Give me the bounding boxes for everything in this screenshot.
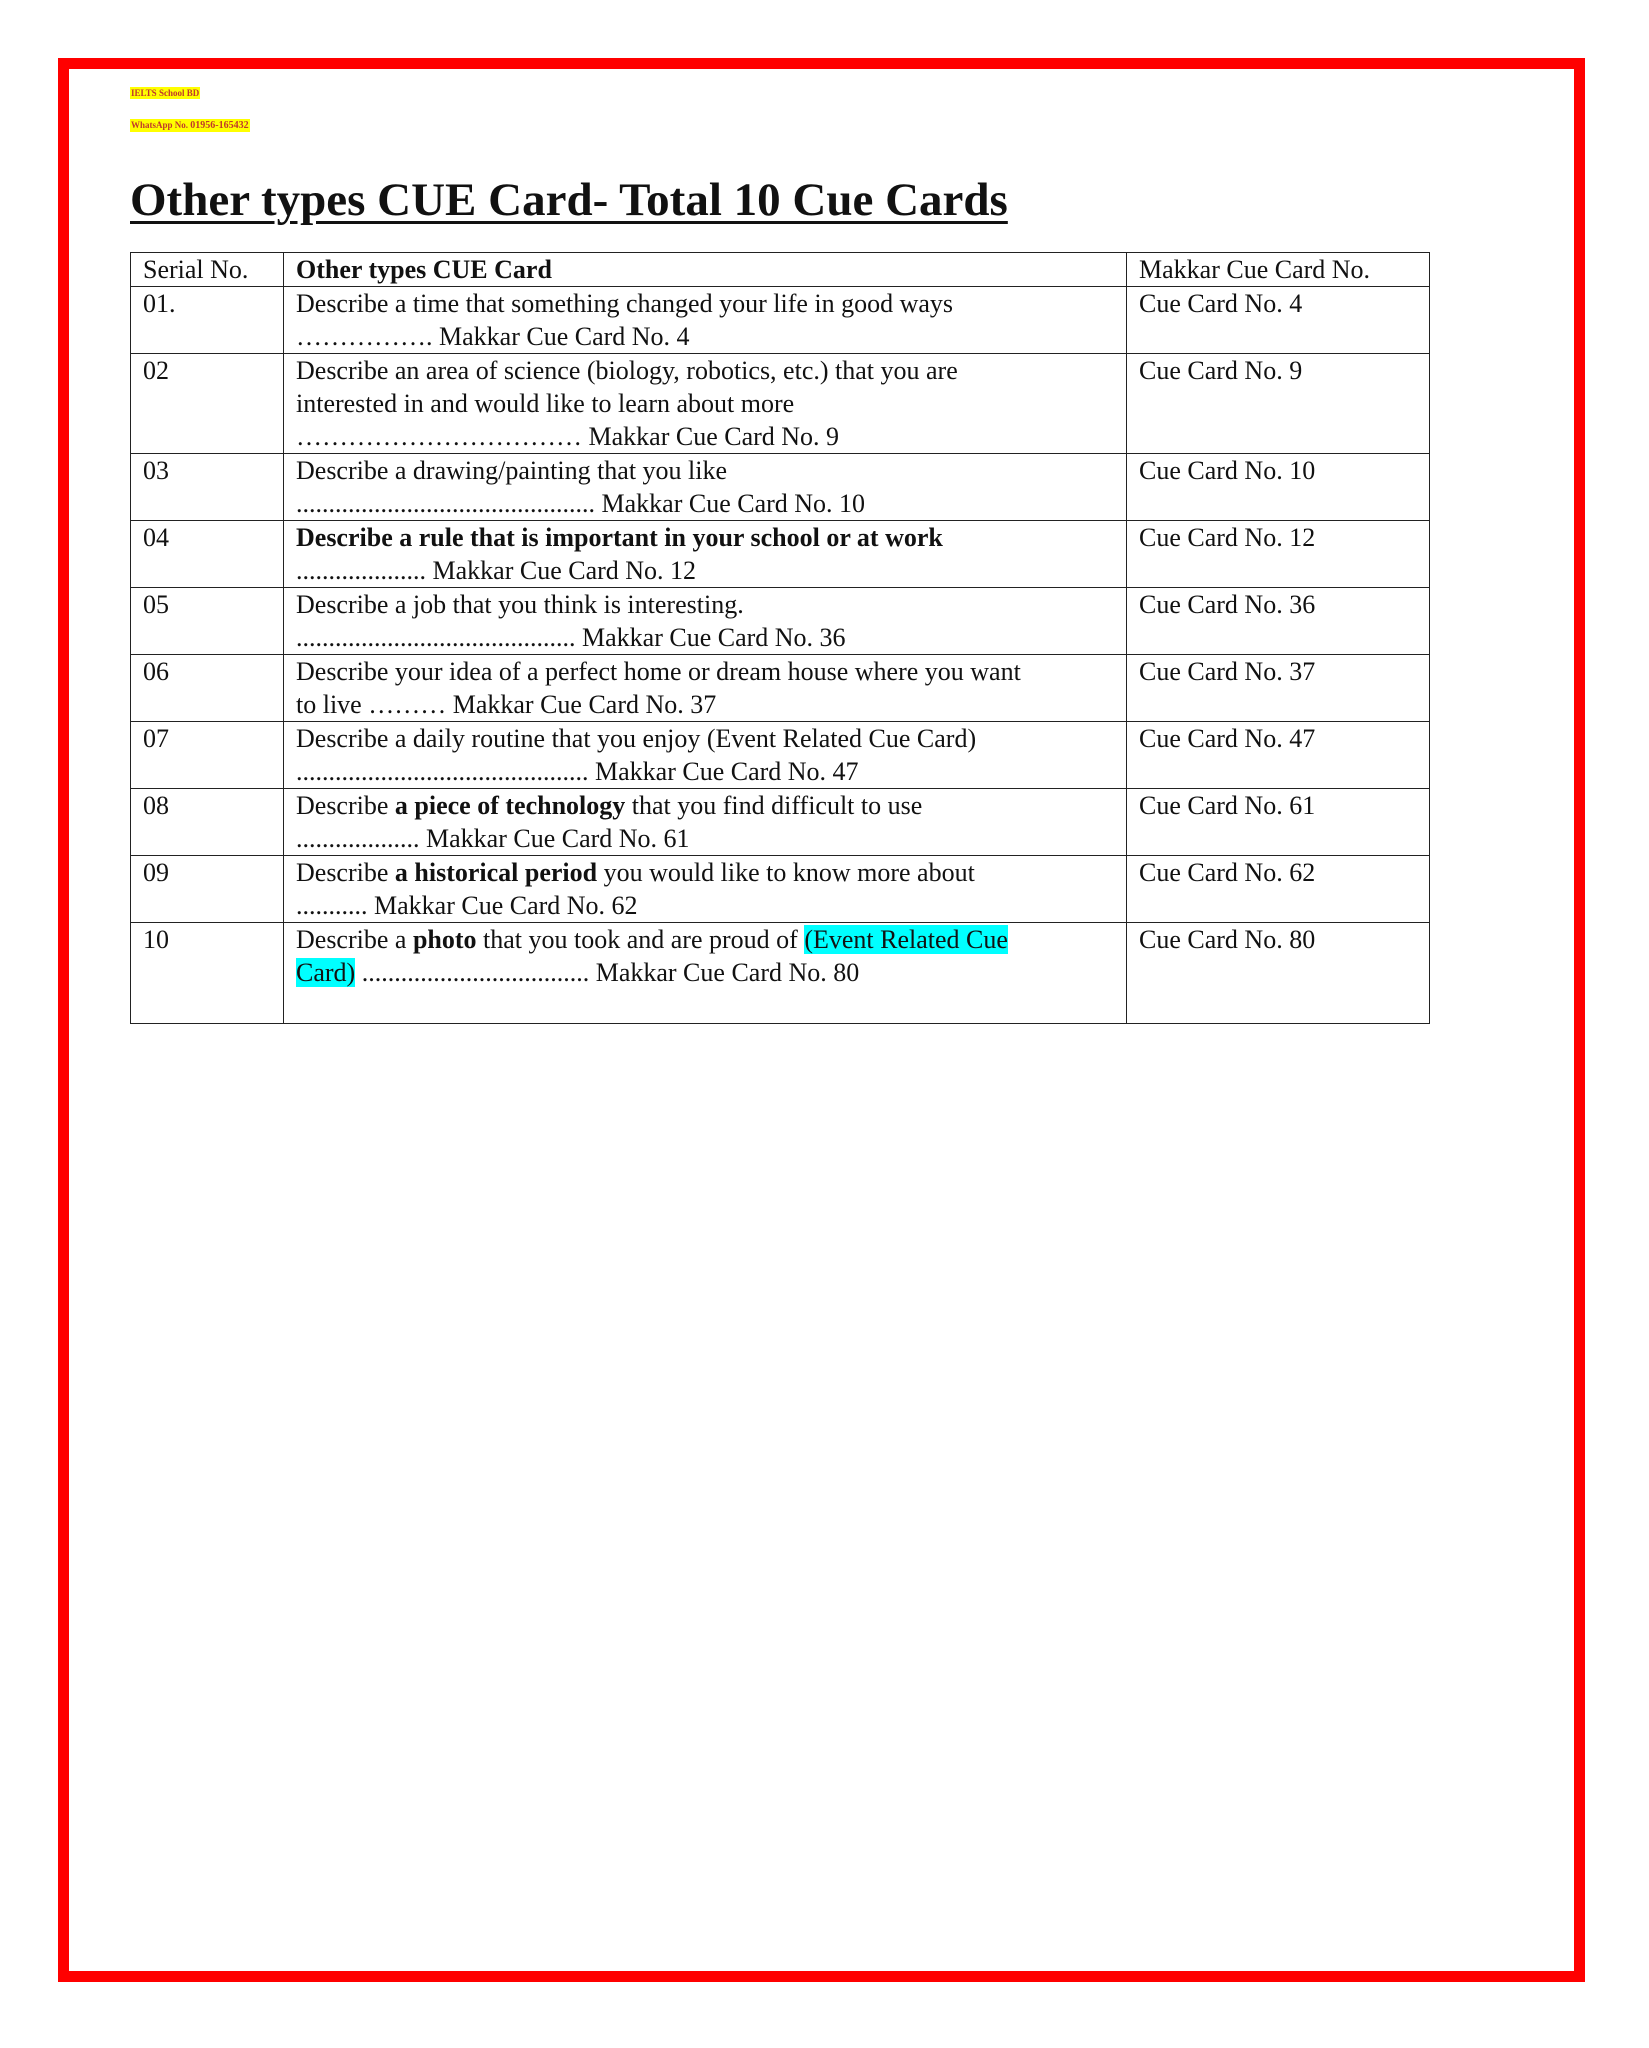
table-row <box>131 354 1430 454</box>
description-prefix: Describe <box>296 858 395 887</box>
card-number-cell: Cue Card No. 36 <box>1127 588 1430 655</box>
whatsapp-line <box>130 119 250 132</box>
serial-cell: 09 <box>131 856 284 923</box>
description-cell <box>284 923 1127 1024</box>
table-header-row <box>131 253 1430 287</box>
description-cell <box>284 722 1127 789</box>
table-row <box>131 923 1430 1024</box>
column-header-cue-card: Other types CUE Card <box>284 253 1127 287</box>
table-row <box>131 856 1430 923</box>
description-cell <box>284 856 1127 923</box>
description-suffix: that you find difficult to use <box>625 791 923 820</box>
description-suffix: you would like to know more about <box>597 858 975 887</box>
card-number-cell: Cue Card No. 12 <box>1127 521 1430 588</box>
description-emphasis: a historical period <box>394 858 598 887</box>
description-prefix: Describe <box>296 791 395 820</box>
whatsapp-label: WhatsApp No. <box>131 120 189 130</box>
description-cell <box>284 287 1127 354</box>
description-emphasis: photo <box>412 925 477 954</box>
whatsapp-number: 01956-165432 <box>190 120 249 131</box>
card-number-cell: Cue Card No. 10 <box>1127 454 1430 521</box>
card-number-cell: Cue Card No. 9 <box>1127 354 1430 454</box>
description-prefix: Describe a <box>296 925 413 954</box>
makkar-reference: ............................................. Makkar Cue Card No. 47 <box>296 757 859 786</box>
description-cell <box>284 655 1127 722</box>
table-row <box>131 287 1430 354</box>
serial-cell: 08 <box>131 789 284 856</box>
makkar-reference: .................... Makkar Cue Card No. 12 <box>296 556 697 585</box>
makkar-reference: ........................................... Makkar Cue Card No. 36 <box>296 623 846 652</box>
description-cell <box>284 789 1127 856</box>
description-cell <box>284 454 1127 521</box>
serial-cell: 04 <box>131 521 284 588</box>
description-text-continued: interested in and would like to learn about more <box>296 389 795 418</box>
makkar-reference: ................... Makkar Cue Card No. 61 <box>296 824 690 853</box>
makkar-reference: ................................... Makkar Cue Card No. 80 <box>355 958 860 987</box>
description-text: Describe a rule that is important in your school or at work <box>296 523 943 552</box>
card-number-cell: Cue Card No. 80 <box>1127 923 1430 1024</box>
table-row <box>131 521 1430 588</box>
description-cell <box>284 354 1127 454</box>
serial-cell: 10 <box>131 923 284 1024</box>
description-text: Describe your idea of a perfect home or dream house where you want <box>296 657 1021 686</box>
page-title: Other types CUE Card- Total 10 Cue Cards <box>130 174 1008 226</box>
table-row <box>131 655 1430 722</box>
makkar-reference: ........... Makkar Cue Card No. 62 <box>296 891 638 920</box>
description-text: Describe a daily routine that you enjoy (Event Related Cue Card) <box>296 724 977 753</box>
serial-cell: 02 <box>131 354 284 454</box>
description-cell <box>284 521 1127 588</box>
card-number-cell: Cue Card No. 4 <box>1127 287 1430 354</box>
description-text: Describe a time that something changed your life in good ways <box>296 289 954 318</box>
serial-cell: 06 <box>131 655 284 722</box>
table-row <box>131 588 1430 655</box>
makkar-reference: .............................................. Makkar Cue Card No. 10 <box>296 489 866 518</box>
table-row <box>131 789 1430 856</box>
table-row <box>131 454 1430 521</box>
description-emphasis: a piece of technology <box>394 791 626 820</box>
description-text: Describe a drawing/painting that you like <box>296 456 728 485</box>
card-number-cell: Cue Card No. 47 <box>1127 722 1430 789</box>
makkar-reference: ……………. Makkar Cue Card No. 4 <box>296 322 690 351</box>
description-text: Describe an area of science (biology, robotics, etc.) that you are <box>296 356 958 385</box>
serial-cell: 03 <box>131 454 284 521</box>
makkar-reference: …………………………… Makkar Cue Card No. 9 <box>296 422 840 451</box>
description-cell <box>284 588 1127 655</box>
description-suffix: that you took and are proud of <box>476 925 805 954</box>
makkar-reference: to live ……… Makkar Cue Card No. 37 <box>296 690 717 719</box>
table-row <box>131 722 1430 789</box>
column-header-makkar-no: Makkar Cue Card No. <box>1127 253 1430 287</box>
card-number-cell: Cue Card No. 61 <box>1127 789 1430 856</box>
cue-card-table <box>130 252 1430 1024</box>
event-related-highlight-continued: Card) <box>296 958 356 987</box>
serial-cell: 01. <box>131 287 284 354</box>
school-name: IELTS School BD <box>131 88 200 98</box>
event-related-highlight: (Event Related Cue <box>804 925 1008 954</box>
serial-cell: 07 <box>131 722 284 789</box>
description-text: Describe a job that you think is interesting. <box>296 590 744 619</box>
card-number-cell: Cue Card No. 62 <box>1127 856 1430 923</box>
card-number-cell: Cue Card No. 37 <box>1127 655 1430 722</box>
serial-cell: 05 <box>131 588 284 655</box>
column-header-serial: Serial No. <box>131 253 284 287</box>
